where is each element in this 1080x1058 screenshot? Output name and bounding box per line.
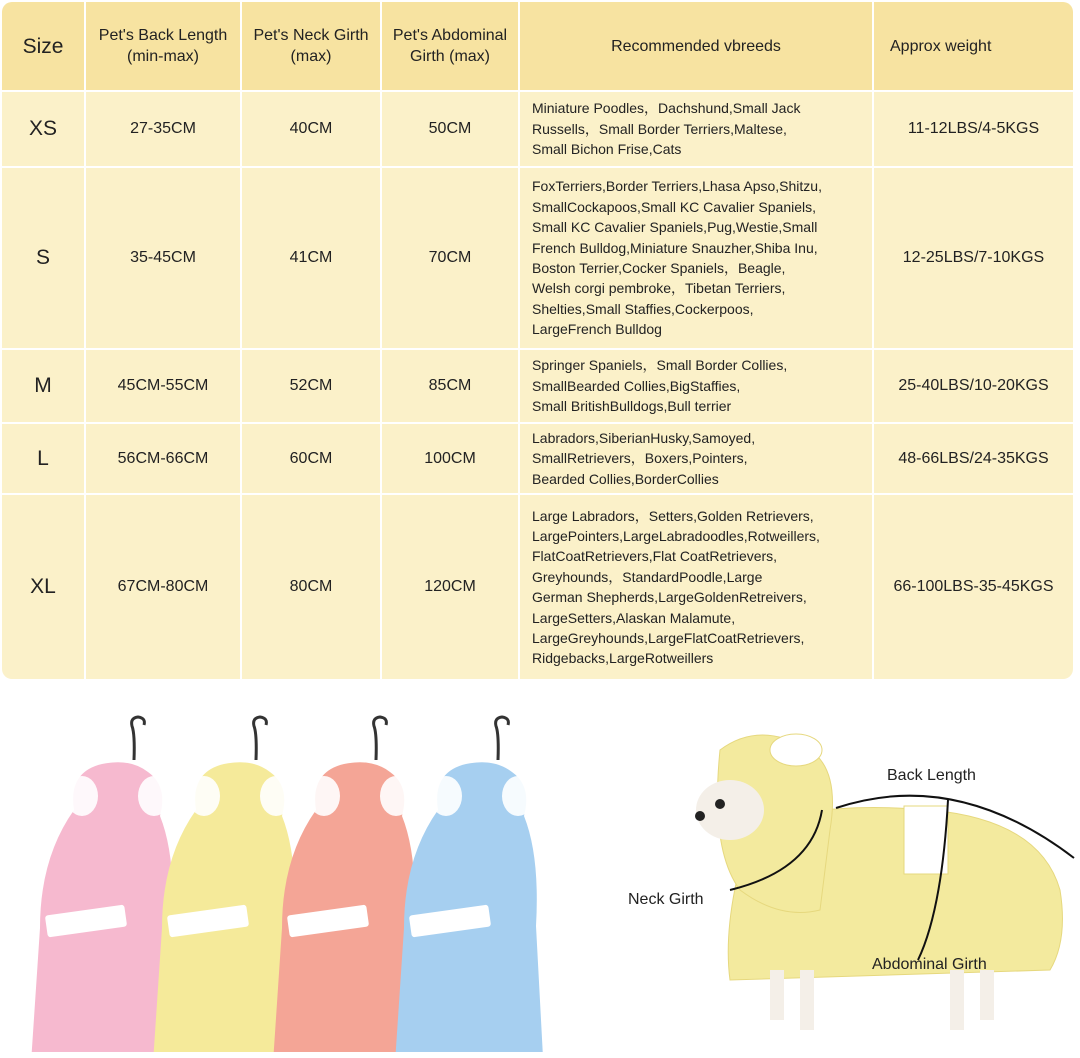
- back-length-label: Back Length: [887, 767, 976, 784]
- neck-girth-cell: 52CM: [242, 350, 382, 424]
- breed-line: Boston Terrier,Cocker Spaniels，Beagle,: [532, 260, 786, 276]
- breed-line: Small Bichon Frise,Cats: [532, 141, 682, 158]
- abdominal-girth-label: Abdominal Girth: [872, 956, 987, 973]
- table-row: [2, 424, 1073, 495]
- weight-cell: 48-66LBS/24-35KGS: [874, 424, 1073, 495]
- back-length-cell: 35-45CM: [86, 168, 242, 350]
- abdominal-girth-cell: 70CM: [382, 168, 520, 350]
- breed-line: Springer Spaniels，Small Border Collies,: [532, 357, 788, 374]
- breed-line: Large Labradors，Setters,Golden Retrievers,: [532, 507, 814, 524]
- neck-girth-cell: 60CM: [242, 424, 382, 495]
- back-length-cell: 45CM-55CM: [86, 350, 242, 424]
- breed-line: Small BritishBulldogs,Bull terrier: [532, 398, 732, 415]
- breed-line: SmallRetrievers，Boxers,Pointers,: [532, 450, 748, 467]
- header-neck-girth: [242, 2, 382, 92]
- breeds-cell: [520, 495, 874, 679]
- breed-line: Small KC Cavalier Spaniels,Pug,Westie,Small: [532, 219, 818, 236]
- weight-cell: 25-40LBS/10-20KGS: [874, 350, 1073, 424]
- breed-line: LargePointers,LargeLabradoodles,Rotweillers,: [532, 528, 820, 544]
- breed-line: Shelties,Small Staffies,Cockerpoos,: [532, 300, 754, 317]
- breed-line: Ridgebacks,LargeRotweillers: [532, 650, 714, 667]
- back-length-cell: 67CM-80CM: [86, 495, 242, 679]
- breed-line: Welsh corgi pembroke，Tibetan Terriers,: [532, 280, 786, 297]
- table-header-row: [2, 2, 1073, 92]
- header-breeds: Recommended vbreeds: [520, 2, 874, 92]
- header-weight: Approx weight: [874, 2, 1073, 92]
- blue-towel: [394, 717, 544, 1052]
- breeds-cell: [520, 424, 874, 495]
- size-cell: XS: [2, 92, 86, 168]
- size-cell: XL: [2, 495, 86, 679]
- breed-line: French Bulldog,Miniature Snauzher,Shiba Inu,: [532, 239, 818, 256]
- dog-measurement-diagram: [600, 720, 1078, 1056]
- breed-line: LargeFrench Bulldog: [532, 321, 662, 338]
- hanging-towels-image: [10, 712, 580, 1052]
- weight-cell: 11-12LBS/4-5KGS: [874, 92, 1073, 168]
- hood-ear-icon: [770, 734, 822, 766]
- breed-line: Miniature Poodles，Dachshund,Small Jack: [532, 100, 801, 117]
- breed-line: Russells，Small Border Terriers,Maltese,: [532, 120, 787, 137]
- neck-girth-cell: 80CM: [242, 495, 382, 679]
- weight-cell: 12-25LBS/7-10KGS: [874, 168, 1073, 350]
- breed-line: SmallBearded Collies,BigStaffies,: [532, 377, 741, 394]
- breed-line: LargeGreyhounds,LargeFlatCoatRetrievers,: [532, 630, 805, 647]
- table-row: [2, 92, 1073, 168]
- size-cell: M: [2, 350, 86, 424]
- size-cell: L: [2, 424, 86, 495]
- neck-girth-cell: 41CM: [242, 168, 382, 350]
- neck-girth-cell: 40CM: [242, 92, 382, 168]
- size-chart-table: [2, 2, 1073, 679]
- abdominal-girth-cell: 120CM: [382, 495, 520, 679]
- breed-line: SmallCockapoos,Small KC Cavalier Spaniels,: [532, 198, 817, 215]
- header-abdominal-girth-line1: Pet's Abdominal: [392, 27, 508, 44]
- abdominal-girth-cell: 50CM: [382, 92, 520, 168]
- neck-girth-label: Neck Girth: [628, 891, 704, 908]
- header-size: Size: [2, 2, 86, 92]
- header-back-length-line2: (min-max): [127, 48, 199, 65]
- header-abdominal-girth-line2: Girth (max): [410, 48, 490, 65]
- breed-line: German Shepherds,LargeGoldenRetreivers,: [532, 589, 807, 606]
- header-abdominal-girth: [382, 2, 520, 92]
- back-length-cell: 27-35CM: [86, 92, 242, 168]
- dog-face: [696, 780, 764, 840]
- header-neck-girth-line1: Pet's Neck Girth: [253, 27, 369, 44]
- back-length-cell: 56CM-66CM: [86, 424, 242, 495]
- breed-line: Labradors,SiberianHusky,Samoyed,: [532, 430, 756, 446]
- abdominal-girth-cell: 100CM: [382, 424, 520, 495]
- breed-line: Greyhounds，StandardPoodle,Large: [532, 568, 763, 585]
- breed-line: FlatCoatRetrievers,Flat CoatRetrievers,: [532, 548, 778, 565]
- table-row: [2, 168, 1073, 350]
- header-back-length-line1: Pet's Back Length: [98, 27, 228, 44]
- table-row: [2, 495, 1073, 679]
- abdominal-girth-cell: 85CM: [382, 350, 520, 424]
- size-cell: S: [2, 168, 86, 350]
- weight-cell: 66-100LBS-35-45KGS: [874, 495, 1073, 679]
- breeds-cell: [520, 350, 874, 424]
- breed-line: LargeSetters,Alaskan Malamute,: [532, 609, 736, 626]
- breed-line: Bearded Collies,BorderCollies: [532, 470, 719, 487]
- breeds-cell: [520, 92, 874, 168]
- header-back-length: [86, 2, 242, 92]
- breeds-cell: [520, 168, 874, 350]
- header-neck-girth-line2: (max): [290, 48, 332, 65]
- table-row: [2, 350, 1073, 424]
- breed-line: FoxTerriers,Border Terriers,Lhasa Apso,Shitzu,: [532, 178, 822, 195]
